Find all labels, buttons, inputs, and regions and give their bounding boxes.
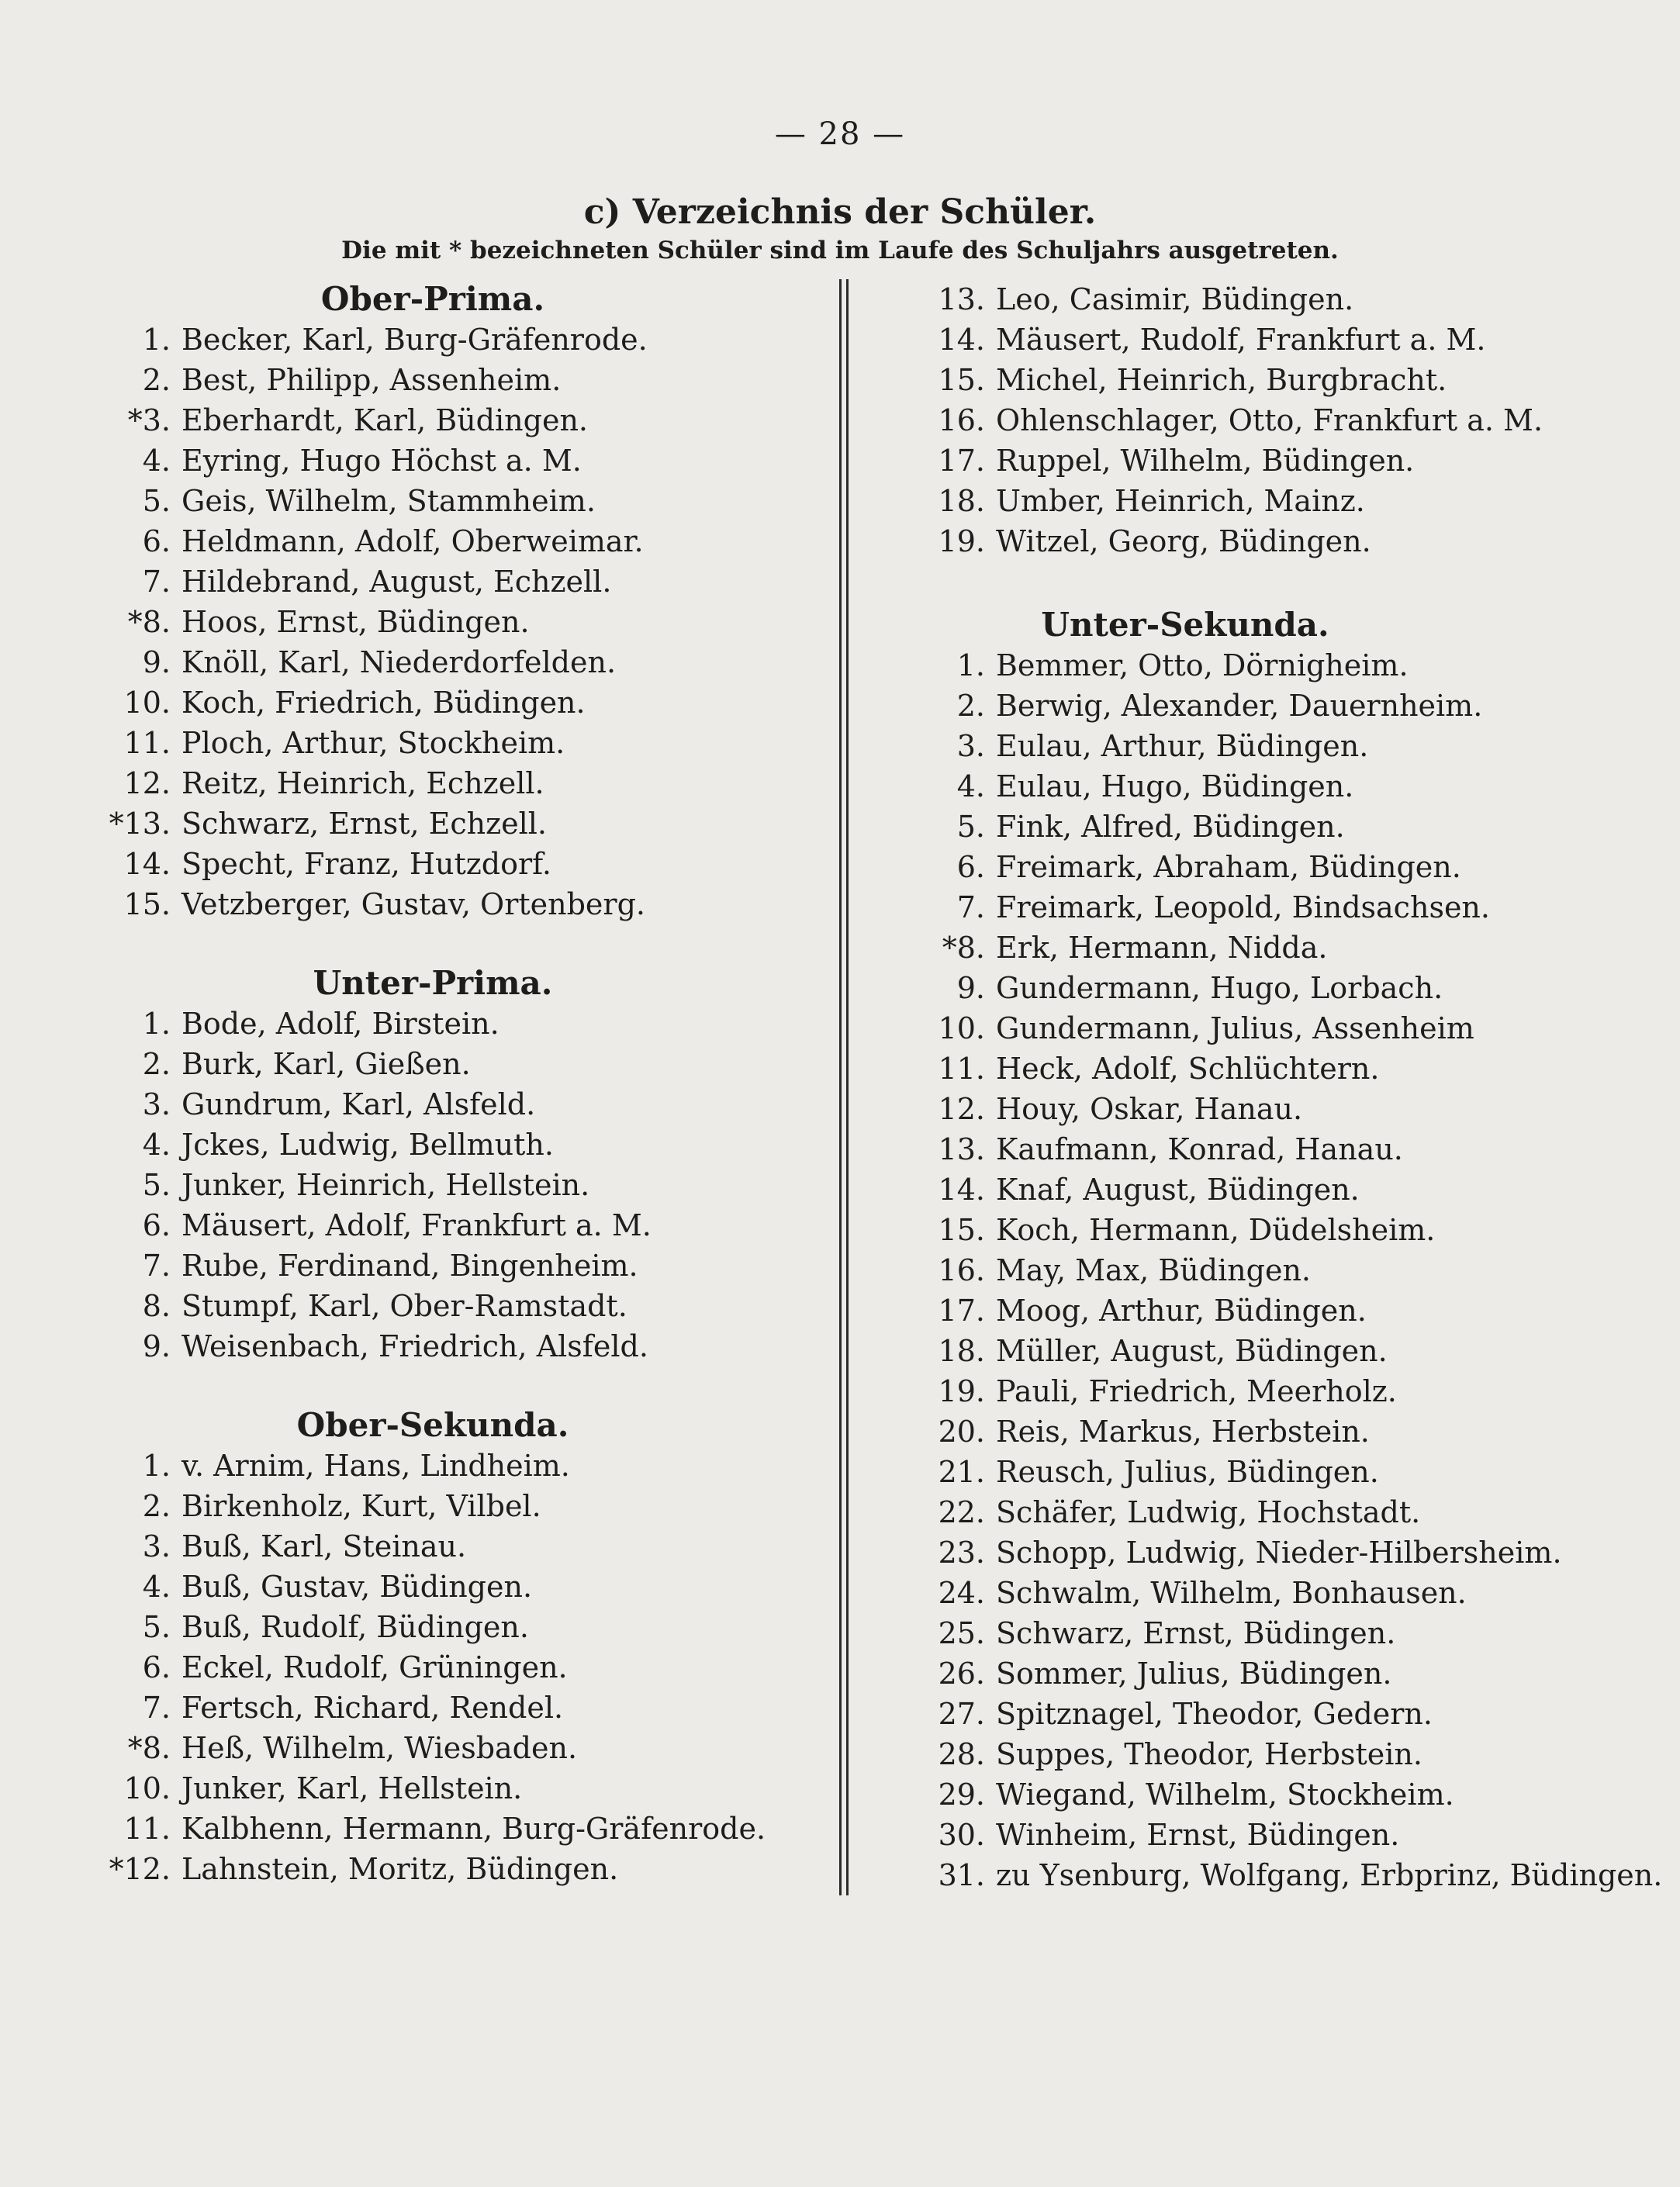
student-entry: Witzel, Georg, Büdingen.: [996, 524, 1371, 558]
student-number: 8.: [142, 1289, 171, 1323]
student-entry: Koch, Friedrich, Büdingen.: [181, 686, 586, 720]
student-number: 30.: [938, 1818, 985, 1852]
list-item: [914, 1653, 1612, 1694]
student-number: 5.: [142, 484, 171, 518]
list-item: [914, 1613, 1612, 1653]
student-entry: v. Arnim, Hans, Lindheim.: [181, 1449, 570, 1483]
list-item: [914, 1815, 1612, 1855]
student-number: 28.: [938, 1737, 985, 1771]
student-entry: Mäusert, Adolf, Frankfurt a. M.: [181, 1208, 652, 1242]
list-item: [107, 1125, 821, 1165]
student-entry: Spitznagel, Theodor, Gedern.: [996, 1697, 1433, 1731]
student-entry: Junker, Heinrich, Hellstein.: [181, 1168, 590, 1202]
student-number: 11.: [123, 726, 171, 760]
student-entry: Pauli, Friedrich, Meerholz.: [996, 1374, 1397, 1408]
student-number: 16.: [938, 403, 985, 437]
student-number: 10.: [123, 1771, 171, 1805]
student-entry: May, Max, Büdingen.: [996, 1253, 1312, 1287]
list-item: [914, 1774, 1612, 1815]
student-entry: Müller, August, Büdingen.: [996, 1334, 1388, 1368]
list-item: [914, 1290, 1612, 1331]
student-number: 11.: [123, 1812, 171, 1846]
student-entry: Knaf, August, Büdingen.: [996, 1173, 1360, 1207]
list-item: [914, 1129, 1612, 1170]
list-item: [107, 1526, 821, 1567]
student-number: 12.: [938, 1092, 985, 1126]
list-item: [914, 1250, 1612, 1290]
student-entry: Schwalm, Wilhelm, Bonhausen.: [996, 1576, 1467, 1610]
student-number: 13.: [938, 1132, 985, 1166]
student-number: *13.: [109, 807, 171, 841]
list-item: [914, 400, 1612, 441]
student-number: 9.: [956, 971, 985, 1005]
student-number: 1.: [956, 648, 985, 682]
student-number: 20.: [938, 1415, 985, 1449]
student-number: 5.: [956, 810, 985, 844]
list-item: [107, 763, 821, 803]
section-gap: [914, 561, 1612, 605]
list-item: [914, 1573, 1612, 1613]
student-number: 2.: [142, 363, 171, 397]
section-gap: [107, 1366, 821, 1405]
student-entry: Koch, Hermann, Düdelsheim.: [996, 1213, 1436, 1247]
list-item: [107, 1326, 821, 1366]
list-item: [107, 521, 821, 561]
student-number: 12.: [123, 766, 171, 800]
list-item: [107, 1165, 821, 1205]
student-number: 14.: [938, 1173, 985, 1207]
student-entry: Heß, Wilhelm, Wiesbaden.: [181, 1731, 578, 1765]
student-number: *12.: [109, 1852, 171, 1886]
section-title: Unter-Prima.: [313, 964, 553, 1002]
student-entry: Hoos, Ernst, Büdingen.: [181, 605, 530, 639]
student-number: 11.: [938, 1052, 985, 1086]
student-entry: Heldmann, Adolf, Oberweimar.: [181, 524, 644, 558]
list-item: [107, 441, 821, 481]
student-number: *3.: [127, 403, 171, 437]
student-entry: Eckel, Rudolf, Grüningen.: [181, 1650, 568, 1684]
student-number: 9.: [142, 1329, 171, 1363]
list-item: [914, 766, 1612, 807]
student-entry: Moog, Arthur, Büdingen.: [996, 1294, 1367, 1328]
student-number: 15.: [938, 363, 985, 397]
student-number: 3.: [142, 1087, 171, 1121]
student-number: 14.: [123, 847, 171, 881]
left-column: [107, 279, 821, 1889]
student-entry: Suppes, Theodor, Herbstein.: [996, 1737, 1422, 1771]
student-entry: Berwig, Alexander, Dauernheim.: [996, 689, 1483, 723]
student-entry: Birkenholz, Kurt, Vilbel.: [181, 1489, 541, 1523]
list-item: [914, 1170, 1612, 1210]
student-number: 6.: [956, 850, 985, 884]
student-entry: Fertsch, Richard, Rendel.: [181, 1691, 564, 1725]
student-entry: Schopp, Ludwig, Nieder-Hilbersheim.: [996, 1536, 1562, 1570]
section-gap: [107, 924, 821, 963]
list-item: [914, 1532, 1612, 1573]
student-number: 18.: [938, 484, 985, 518]
list-item: [914, 1008, 1612, 1049]
student-number: 17.: [938, 1294, 985, 1328]
student-entry: Lahnstein, Moritz, Büdingen.: [181, 1852, 619, 1886]
list-item: [107, 561, 821, 602]
student-entry: zu Ysenburg, Wolfgang, Erbprinz, Büdingen.: [996, 1858, 1663, 1892]
list-item: [107, 844, 821, 884]
list-item: [914, 1089, 1612, 1129]
student-number: 1.: [142, 1449, 171, 1483]
list-item: [107, 1688, 821, 1728]
student-number: 5.: [142, 1168, 171, 1202]
student-number: *8.: [127, 605, 171, 639]
student-entry: Buß, Rudolf, Büdingen.: [181, 1610, 529, 1644]
list-item: [107, 1728, 821, 1768]
list-item: [107, 1768, 821, 1809]
list-item: [107, 1205, 821, 1246]
page-number: — 28 —: [774, 116, 906, 152]
list-item: [914, 887, 1612, 928]
student-number: 26.: [938, 1657, 985, 1691]
student-number: 4.: [142, 1570, 171, 1604]
student-number: 14.: [938, 323, 985, 357]
list-item: [107, 1809, 821, 1849]
student-number: 18.: [938, 1334, 985, 1368]
student-number: 10.: [938, 1011, 985, 1045]
list-item: [107, 360, 821, 400]
student-entry: Rube, Ferdinand, Bingenheim.: [181, 1249, 638, 1283]
student-entry: Freimark, Abraham, Büdingen.: [996, 850, 1461, 884]
student-number: 7.: [956, 890, 985, 924]
student-entry: Knöll, Karl, Niederdorfelden.: [181, 645, 617, 679]
student-number: 4.: [142, 444, 171, 478]
student-entry: Heck, Adolf, Schlüchtern.: [996, 1052, 1380, 1086]
student-number: 19.: [938, 1374, 985, 1408]
list-item: [107, 1607, 821, 1647]
student-entry: Vetzberger, Gustav, Ortenberg.: [181, 887, 645, 921]
list-item: [107, 803, 821, 844]
student-entry: Wiegand, Wilhelm, Stockheim.: [996, 1778, 1454, 1812]
list-item: [107, 1044, 821, 1084]
list-item: [914, 1694, 1612, 1734]
student-number: 21.: [938, 1455, 985, 1489]
student-number: 6.: [142, 524, 171, 558]
student-number: 6.: [142, 1650, 171, 1684]
list-item: [914, 1411, 1612, 1452]
student-entry: Specht, Franz, Hutzdorf.: [181, 847, 551, 881]
student-entry: Reis, Markus, Herbstein.: [996, 1415, 1370, 1449]
student-number: *8.: [942, 931, 985, 965]
student-entry: Burk, Karl, Gießen.: [181, 1047, 471, 1081]
list-item: [107, 400, 821, 441]
student-number: 19.: [938, 524, 985, 558]
student-number: 23.: [938, 1536, 985, 1570]
list-item: [914, 279, 1612, 320]
list-item: [914, 1734, 1612, 1774]
student-number: 31.: [938, 1858, 985, 1892]
student-number: 2.: [142, 1047, 171, 1081]
student-entry: Reusch, Julius, Büdingen.: [996, 1455, 1379, 1489]
list-item: [107, 682, 821, 723]
list-item: [914, 1210, 1612, 1250]
list-item: [914, 441, 1612, 481]
list-item: [107, 1567, 821, 1607]
student-entry: Becker, Karl, Burg-Gräfenrode.: [181, 323, 648, 357]
student-entry: Eulau, Arthur, Büdingen.: [996, 729, 1369, 763]
list-item: [107, 602, 821, 642]
student-entry: Houy, Oskar, Hanau.: [996, 1092, 1303, 1126]
student-number: 1.: [142, 1007, 171, 1041]
student-number: 27.: [938, 1697, 985, 1731]
student-entry: Jckes, Ludwig, Bellmuth.: [181, 1128, 554, 1162]
list-item: [107, 1849, 821, 1889]
student-entry: Ploch, Arthur, Stockheim.: [181, 726, 565, 760]
list-item: [107, 642, 821, 682]
list-item: [914, 320, 1612, 360]
list-item: [914, 847, 1612, 887]
student-number: 2.: [956, 689, 985, 723]
student-number: 7.: [142, 1691, 171, 1725]
student-entry: Freimark, Leopold, Bindsachsen.: [996, 890, 1490, 924]
section-title: Ober-Sekunda.: [296, 1406, 569, 1444]
student-entry: Schwarz, Ernst, Büdingen.: [996, 1616, 1396, 1650]
list-item: [107, 1004, 821, 1044]
student-number: 15.: [123, 887, 171, 921]
student-number: 25.: [938, 1616, 985, 1650]
student-number: 7.: [142, 565, 171, 599]
list-item: [914, 726, 1612, 766]
list-item: [107, 1246, 821, 1286]
student-entry: Reitz, Heinrich, Echzell.: [181, 766, 544, 800]
student-entry: Mäusert, Rudolf, Frankfurt a. M.: [996, 323, 1486, 357]
student-number: *8.: [127, 1731, 171, 1765]
student-entry: Eberhardt, Karl, Büdingen.: [181, 403, 589, 437]
student-entry: Eyring, Hugo Höchst a. M.: [181, 444, 582, 478]
student-number: 6.: [142, 1208, 171, 1242]
student-entry: Gundermann, Hugo, Lorbach.: [996, 971, 1443, 1005]
student-number: 9.: [142, 645, 171, 679]
column-divider: [839, 279, 849, 1895]
student-entry: Fink, Alfred, Büdingen.: [996, 810, 1345, 844]
student-number: 10.: [123, 686, 171, 720]
list-item: [107, 320, 821, 360]
list-item: [914, 686, 1612, 726]
student-entry: Umber, Heinrich, Mainz.: [996, 484, 1365, 518]
student-entry: Gundermann, Julius, Assenheim: [996, 1011, 1474, 1045]
student-entry: Kaufmann, Konrad, Hanau.: [996, 1132, 1403, 1166]
section-title: Unter-Sekunda.: [1041, 606, 1329, 644]
student-entry: Buß, Karl, Steinau.: [181, 1529, 467, 1563]
student-entry: Hildebrand, August, Echzell.: [181, 565, 612, 599]
student-number: 29.: [938, 1778, 985, 1812]
student-entry: Best, Philipp, Assenheim.: [181, 363, 562, 397]
list-item: [914, 521, 1612, 561]
list-item: [107, 1446, 821, 1486]
list-item: [107, 1647, 821, 1688]
student-entry: Ohlenschlager, Otto, Frankfurt a. M.: [996, 403, 1543, 437]
student-number: 24.: [938, 1576, 985, 1610]
student-entry: Bode, Adolf, Birstein.: [181, 1007, 500, 1041]
list-item: [107, 481, 821, 521]
student-number: 5.: [142, 1610, 171, 1644]
student-entry: Stumpf, Karl, Ober-Ramstadt.: [181, 1289, 627, 1323]
student-entry: Bemmer, Otto, Dörnigheim.: [996, 648, 1409, 682]
list-item: [914, 481, 1612, 521]
student-entry: Kalbhenn, Hermann, Burg-Gräfenrode.: [181, 1812, 766, 1846]
student-entry: Erk, Hermann, Nidda.: [996, 931, 1328, 965]
student-number: 22.: [938, 1495, 985, 1529]
list-item: [107, 723, 821, 763]
student-number: 16.: [938, 1253, 985, 1287]
student-entry: Sommer, Julius, Büdingen.: [996, 1657, 1392, 1691]
student-entry: Junker, Karl, Hellstein.: [181, 1771, 523, 1805]
section-title: Ober-Prima.: [320, 280, 545, 318]
list-item: [914, 1331, 1612, 1371]
student-number: 3.: [956, 729, 985, 763]
student-entry: Geis, Wilhelm, Stammheim.: [181, 484, 596, 518]
list-item: [914, 1452, 1612, 1492]
student-number: 15.: [938, 1213, 985, 1247]
student-entry: Schwarz, Ernst, Echzell.: [181, 807, 548, 841]
student-entry: Weisenbach, Friedrich, Alsfeld.: [181, 1329, 648, 1363]
student-entry: Michel, Heinrich, Burgbracht.: [996, 363, 1447, 397]
right-column: [914, 279, 1663, 1895]
page-heading: c) Verzeichnis der Schüler.: [583, 192, 1097, 232]
student-entry: Winheim, Ernst, Büdingen.: [996, 1818, 1400, 1852]
student-entry: Eulau, Hugo, Büdingen.: [996, 769, 1354, 803]
list-item: [107, 1084, 821, 1125]
student-number: 2.: [142, 1489, 171, 1523]
list-item: [914, 360, 1612, 400]
list-item: [914, 645, 1612, 686]
page-subheading: Die mit * bezeichneten Schüler sind im Laufe des Schuljahrs ausgetreten.: [341, 237, 1339, 264]
list-item: [914, 1492, 1612, 1532]
student-number: 4.: [956, 769, 985, 803]
student-number: 7.: [142, 1249, 171, 1283]
student-entry: Schäfer, Ludwig, Hochstadt.: [996, 1495, 1421, 1529]
student-number: 4.: [142, 1128, 171, 1162]
student-number: 1.: [142, 323, 171, 357]
list-item: [914, 1371, 1612, 1411]
list-item: [107, 1486, 821, 1526]
list-item: [914, 968, 1612, 1008]
student-entry: Gundrum, Karl, Alsfeld.: [181, 1087, 536, 1121]
list-item: [914, 1049, 1612, 1089]
list-item: [914, 928, 1612, 968]
student-number: 3.: [142, 1529, 171, 1563]
student-number: 17.: [938, 444, 985, 478]
list-item: [914, 1855, 1663, 1895]
student-number: 13.: [938, 282, 985, 316]
student-entry: Buß, Gustav, Büdingen.: [181, 1570, 533, 1604]
list-item: [107, 884, 821, 924]
student-entry: Ruppel, Wilhelm, Büdingen.: [996, 444, 1415, 478]
student-entry: Leo, Casimir, Büdingen.: [996, 282, 1354, 316]
list-item: [914, 807, 1612, 847]
list-item: [107, 1286, 821, 1326]
